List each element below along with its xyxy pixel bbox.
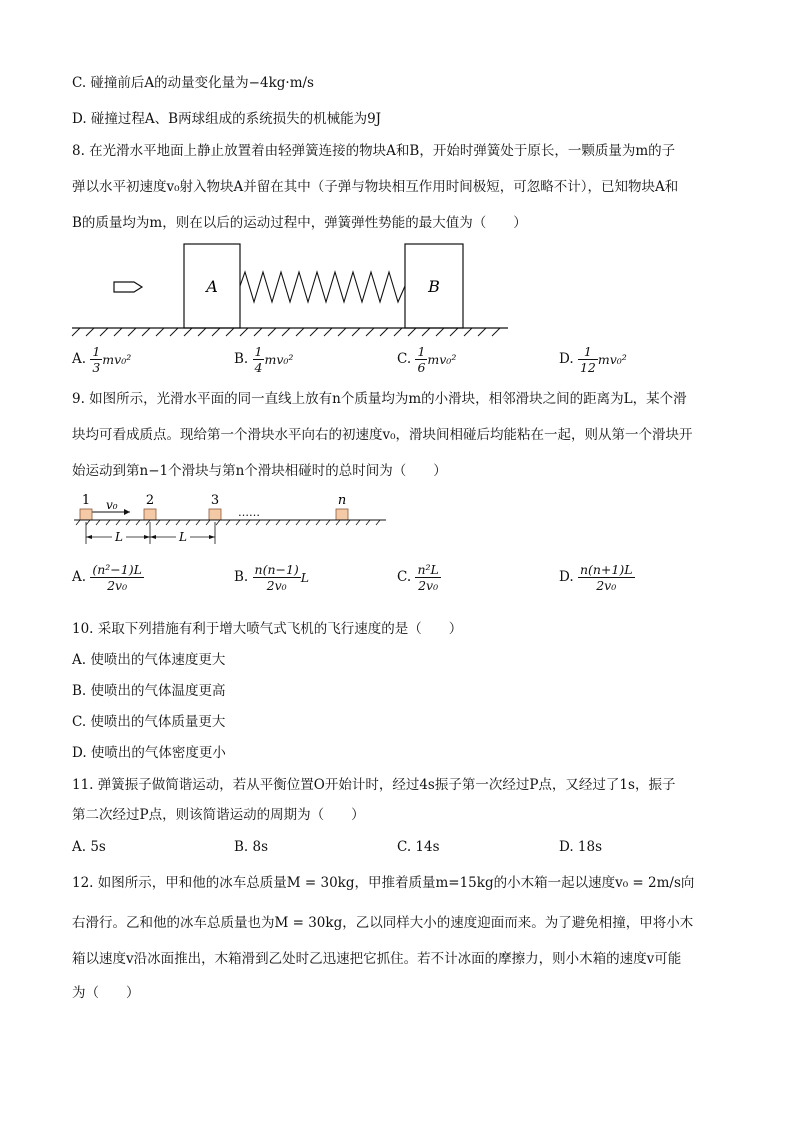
dimension-1-label: L xyxy=(115,530,123,544)
q11-option-d: D. 18s xyxy=(559,839,603,855)
q10-option-b: B. 使喷出的气体温度更高 xyxy=(72,683,226,699)
q8-stem-line3: B的质量均为m，则在以后的运动过程中，弹簧弹性势能的最大值为（ ） xyxy=(72,215,527,231)
q8-option-d: D. $\frac{1}{12}$ mv₀² xyxy=(559,344,627,375)
q10-option-d: D. 使喷出的气体密度更小 xyxy=(72,745,226,761)
q8-option-c: C. $\frac{1}{6}$ mv₀² xyxy=(397,344,457,375)
surface-hatching xyxy=(76,520,380,525)
slider-label-n: n xyxy=(337,493,347,508)
slider-2 xyxy=(144,509,156,520)
q8-stem-line1: 8. 在光滑水平地面上静止放置着由轻弹簧连接的物块A和B，开始时弹簧处于原长，一颗质量为m的子 xyxy=(72,143,676,159)
ellipsis: …… xyxy=(238,506,260,519)
block-b-label: B xyxy=(428,277,440,296)
q9-option-c: C. $\frac{\text{n²L}}{\text{2v₀}}$ xyxy=(397,562,439,593)
q10-stem: 10. 采取下列措施有利于增大喷气式飞机的飞行速度的是（ ） xyxy=(72,621,463,637)
q9-option-a: A. $\frac{\text{(n²−1)L}}{\text{2v₀}}$ xyxy=(72,562,142,593)
slider-n xyxy=(336,509,348,520)
q8-spring-blocks-figure xyxy=(70,240,510,340)
q9-sliders-figure xyxy=(70,488,390,548)
dimension-2-label: L xyxy=(179,530,187,544)
slider-label-3: 3 xyxy=(210,493,220,508)
dimension-2 xyxy=(150,530,215,544)
q9-option-d: D. $\frac{n(n+1)L}{\text{2v₀}}$ xyxy=(559,562,633,593)
ground-hatching xyxy=(72,328,500,336)
q10-option-c: C. 使喷出的气体质量更大 xyxy=(72,714,226,730)
velocity-label: v₀ xyxy=(106,498,118,512)
q7-option-d: D. 碰撞过程A、B两球组成的系统损失的机械能为9J xyxy=(72,111,382,127)
q8-option-a: A. $\frac{1}{3}$ mv₀² xyxy=(72,344,132,375)
slider-label-2: 2 xyxy=(145,493,155,508)
q12-stem-line2: 右滑行。乙和他的冰车总质量也为M = 30kg，乙以同样大小的速度迎面而来。为了避免相撞，甲将小木 xyxy=(72,915,694,931)
q10-option-a: A. 使喷出的气体速度更大 xyxy=(72,652,226,668)
q12-stem-line1: 12. 如图所示，甲和他的冰车总质量M = 30kg，甲推着质量m=15kg的小木箱一起以速度v₀ = 2m/s向 xyxy=(72,875,695,891)
q11-option-c: C. 14s xyxy=(397,839,440,855)
slider-1 xyxy=(80,509,92,520)
q12-stem-line3: 箱以速度v沿冰面推出，木箱滑到乙处时乙迅速把它抓住。若不计冰面的摩擦力，则小木箱的速度v可能 xyxy=(72,951,682,967)
bullet-icon xyxy=(114,282,142,292)
q11-stem-line1: 11. 弹簧振子做简谐运动，若从平衡位置O开始计时，经过4s振子第一次经过P点，又经过了1s，振子 xyxy=(72,777,676,793)
q7-option-c: C. 碰撞前后A的动量变化量为−4kg·m/s xyxy=(72,75,314,91)
q11-stem-line2: 第二次经过P点，则该简谐运动的周期为（ ） xyxy=(72,807,365,823)
q9-stem-line3: 始运动到第n−1个滑块与第n个滑块相碰时的总时间为（ ） xyxy=(72,463,447,479)
q8-option-b: B. $\frac{1}{4}$ mv₀² xyxy=(234,344,294,375)
q8-stem-line2: 弹以水平初速度v₀射入物块A并留在其中（子弹与物块相互作用时间极短，可忽略不计），已知物块A和 xyxy=(72,179,679,195)
q11-option-b: B. 8s xyxy=(234,839,269,855)
q12-stem-line4: 为（ ） xyxy=(72,985,140,1001)
slider-3 xyxy=(209,509,221,520)
slider-label-1: 1 xyxy=(81,493,91,508)
q9-stem-line2: 块均可看成质点。现给第一个滑块水平向右的初速度v₀，滑块间相碰后均能粘在一起，则从第一个滑块开 xyxy=(72,427,693,443)
q9-option-b: B. $\frac{n(n-1)}{\text{2v₀}}$ L xyxy=(234,562,310,593)
dimension-1 xyxy=(86,530,150,544)
q11-option-a: A. 5s xyxy=(72,839,106,855)
block-a-label: A xyxy=(206,277,218,296)
spring xyxy=(240,272,405,302)
q9-stem-line1: 9. 如图所示，光滑水平面的同一直线上放有n个质量均为m的小滑块，相邻滑块之间的距离为L，某个滑 xyxy=(72,391,687,407)
